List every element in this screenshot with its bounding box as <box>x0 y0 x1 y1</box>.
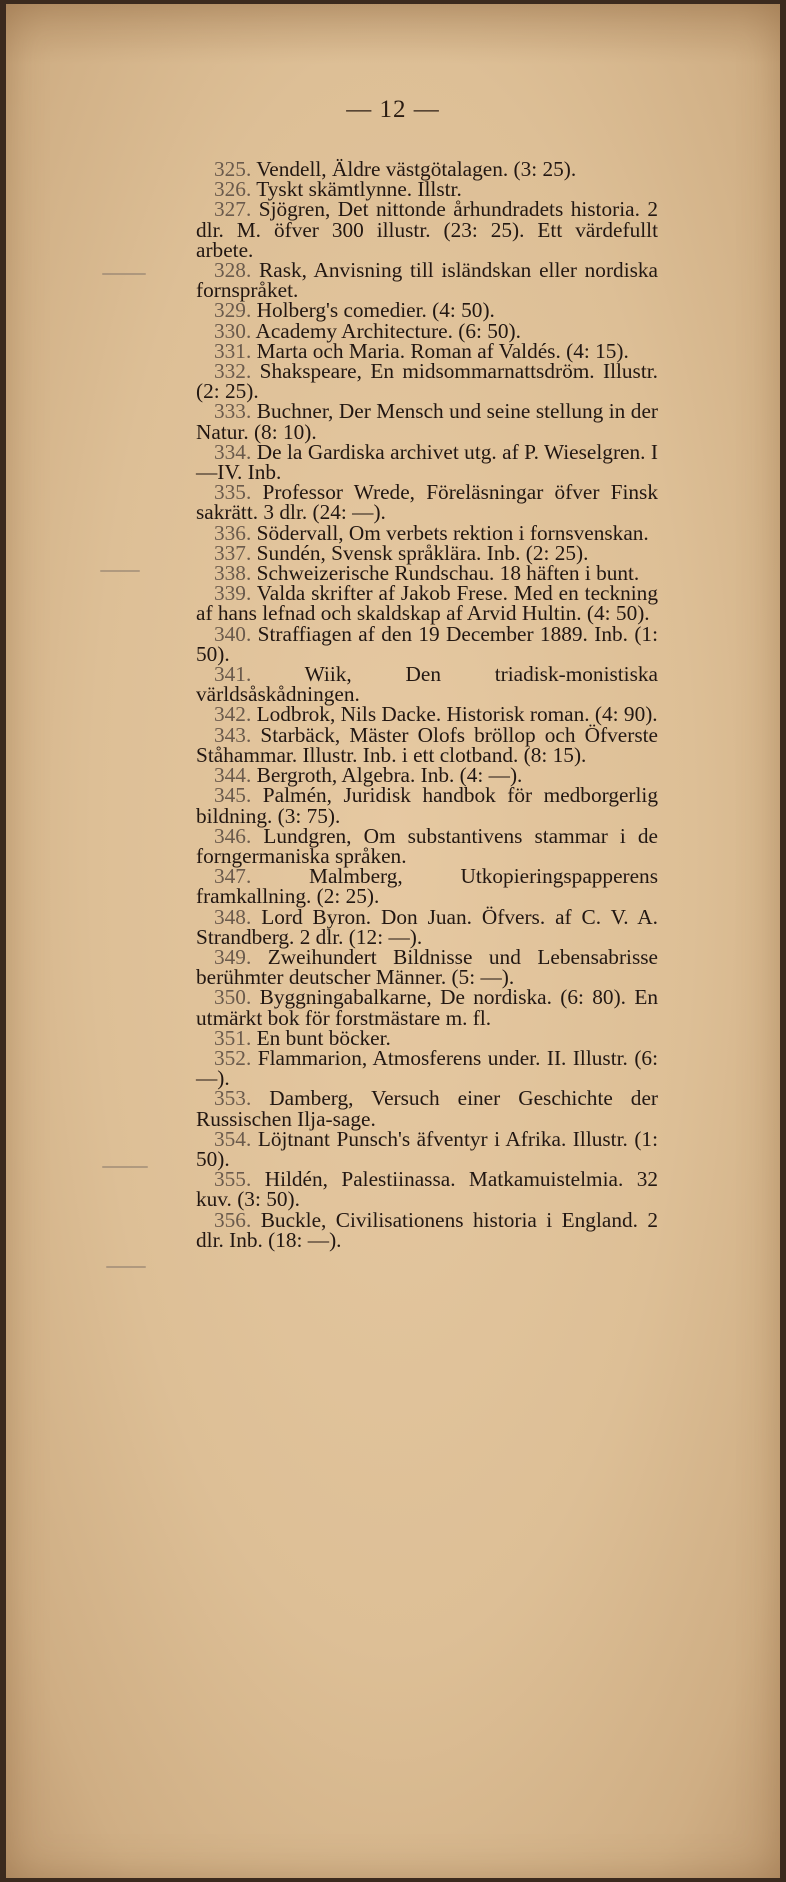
catalog-entry <box>196 763 658 788</box>
paper-fold-shadow <box>6 4 780 64</box>
entry-number: 343. <box>214 722 252 747</box>
entry-number: 342. <box>214 702 252 727</box>
entry-number: 340. <box>214 621 252 646</box>
entry-number: 326. <box>214 177 252 202</box>
entry-number: 355. <box>214 1167 252 1192</box>
catalog-entry <box>196 1025 658 1050</box>
entry-number: 349. <box>214 944 252 969</box>
entry-text: Wiik, Den triadisk-monistiska världsåskådningen. <box>196 662 658 707</box>
entry-text: Södervall, Om verbets rektion i fornsvenskan. <box>256 520 649 545</box>
entry-number: 325. <box>214 157 252 181</box>
entry-text: Vendell, Äldre västgötalagen. (3: 25). <box>256 157 577 181</box>
entry-text: Damberg, Versuch einer Geschichte der Russischen Ilja-sage. <box>196 1086 659 1131</box>
entry-text: Sjögren, Det nittonde århundradets historia. 2 dlr. M. öfver 300 illustr. (23: 25). Ett värdefullt arbete. <box>196 197 658 262</box>
entry-text: En bunt böcker. <box>256 1025 391 1050</box>
entry-text: Byggningabalkarne, De nordiska. (6: 80). En utmärkt bok för forstmästare m. fl. <box>196 985 658 1030</box>
entry-text: Zweihundert Bildnisse und Lebensabrisse berühmter deutscher Männer. (5: —). <box>196 944 658 990</box>
catalog-entry <box>196 1045 658 1091</box>
entry-text: Hildén, Palestiinassa. Matkamuistelmia. 32 kuv. (3: 50). <box>196 1167 658 1212</box>
catalog-entry <box>196 199 658 260</box>
catalog-entry <box>196 439 659 485</box>
catalog-entry <box>196 722 658 767</box>
entry-text: Lodbrok, Nils Dacke. Historisk roman. (4: 90). <box>256 702 658 727</box>
catalog-entry <box>196 399 658 444</box>
catalog-entry <box>196 480 658 525</box>
catalog-entry <box>196 1167 658 1212</box>
entry-number: 333. <box>214 399 252 424</box>
catalog-entry <box>196 159 658 179</box>
entry-text: Bergroth, Algebra. Inb. (4: —). <box>256 763 523 788</box>
entry-number: 354. <box>214 1126 252 1151</box>
margin-pencil-mark <box>106 1266 146 1268</box>
entry-text: Lundgren, Om substantivens stammar i de forngermaniska språken. <box>196 823 658 868</box>
catalog-entry <box>196 621 658 666</box>
entry-number: 347. <box>214 864 252 889</box>
catalog-entry <box>196 1126 658 1171</box>
entry-number: 331. <box>214 338 252 363</box>
entry-text: Shakspeare, En midsommarnattsdröm. Illustr. (2: 25). <box>196 359 658 404</box>
entry-text: Palmén, Juridisk handbok för medborgerlig bildning. (3: 75). <box>196 783 658 828</box>
catalog-entry <box>196 1086 659 1131</box>
entry-text: Buchner, Der Mensch und seine stellung in der Natur. (8: 10). <box>196 399 658 444</box>
catalog-entry <box>196 318 658 343</box>
entry-number: 345. <box>214 783 252 808</box>
catalog-entry <box>196 298 658 323</box>
entry-text: Starbäck, Mäster Olofs bröllop och Öfverste Ståhammar. Illustr. Inb. i ett clotband. (8: 15). <box>196 722 658 767</box>
entry-number: 336. <box>214 520 252 545</box>
catalog-entry <box>196 177 658 202</box>
margin-pencil-mark <box>102 1166 148 1168</box>
entry-number: 332. <box>214 359 252 384</box>
entry-text: Valda skrifter af Jakob Frese. Med en teckning af hans lefnad och skaldskap af Arvid Hultin. (4: 50). <box>196 581 658 626</box>
entry-number: 346. <box>214 823 252 848</box>
entry-number: 339. <box>214 581 252 606</box>
entry-text: Buckle, Civilisationens historia i England. 2 dlr. Inb. (18: —). <box>196 1207 659 1252</box>
catalog-entry <box>196 258 658 303</box>
entry-text: Rask, Anvisning till isländskan eller nordiska fornspråket. <box>196 258 658 303</box>
entry-text: Holberg's comedier. (4: 50). <box>256 298 495 323</box>
catalog-entry <box>196 702 658 727</box>
catalog-entry <box>196 338 658 363</box>
entry-text: Academy Architecture. (6: 50). <box>255 318 521 343</box>
entry-number: 356. <box>214 1207 252 1232</box>
catalog-entry <box>196 359 658 404</box>
entry-number: 341. <box>214 662 252 687</box>
catalog-entry <box>196 662 658 707</box>
entry-text: Lord Byron. Don Juan. Öfvers. af C. V. A. Strandberg. 2 dlr. (12: —). <box>196 904 658 949</box>
entry-number: 327. <box>214 197 252 222</box>
catalog-entry <box>196 1207 659 1252</box>
entry-text: Sundén, Svensk språklära. Inb. (2: 25). <box>256 540 589 565</box>
catalog-entry <box>196 581 658 626</box>
catalog-entry <box>196 944 658 990</box>
entry-number: 352. <box>214 1045 252 1070</box>
entry-text: De la Gardiska archivet utg. af P. Wieselgren. I—IV. Inb. <box>196 439 659 485</box>
catalog-entry-list <box>196 159 658 1250</box>
entry-number: 348. <box>214 904 252 929</box>
catalog-entry <box>196 985 658 1030</box>
entry-number: 335. <box>214 480 252 505</box>
entry-number: 328. <box>214 258 252 283</box>
entry-number: 329. <box>214 298 252 323</box>
catalog-entry <box>196 561 658 586</box>
entry-text: Tyskt skämtlynne. Illstr. <box>256 177 462 202</box>
catalog-entry <box>196 904 658 949</box>
entry-text: Schweizerische Rundschau. 18 häften i bunt. <box>256 561 640 586</box>
entry-number: 344. <box>214 763 252 788</box>
entry-number: 334. <box>214 439 252 464</box>
entry-number: 350. <box>214 985 252 1010</box>
entry-text: Straffiagen af den 19 December 1889. Inb. (1: 50). <box>196 621 658 666</box>
entry-text: Malmberg, Utkopieringspapperens framkallning. (2: 25). <box>196 864 658 909</box>
entry-number: 337. <box>214 540 252 565</box>
entry-number: 338. <box>214 561 252 586</box>
catalog-entry <box>196 540 658 565</box>
catalog-entry <box>196 823 658 868</box>
entry-text: Professor Wrede, Föreläsningar öfver Finsk sakrätt. 3 dlr. (24: —). <box>196 480 658 525</box>
entry-text: Marta och Maria. Roman af Valdés. (4: 15). <box>256 338 629 363</box>
entry-number: 351. <box>214 1025 252 1050</box>
catalog-entry <box>196 520 658 545</box>
entry-number: 353. <box>214 1086 252 1111</box>
margin-pencil-mark <box>100 570 140 572</box>
entry-text: Flammarion, Atmosferens under. II. Illustr. (6: —). <box>196 1045 658 1091</box>
catalog-entry <box>196 864 658 909</box>
entry-text: Löjtnant Punsch's äfventyr i Afrika. Illustr. (1: 50). <box>196 1126 658 1171</box>
catalog-entry <box>196 783 658 828</box>
catalog-page <box>6 4 780 1878</box>
entry-number: 330. <box>214 318 252 343</box>
margin-pencil-mark <box>102 273 146 275</box>
page-number: — 12 — <box>346 96 440 123</box>
